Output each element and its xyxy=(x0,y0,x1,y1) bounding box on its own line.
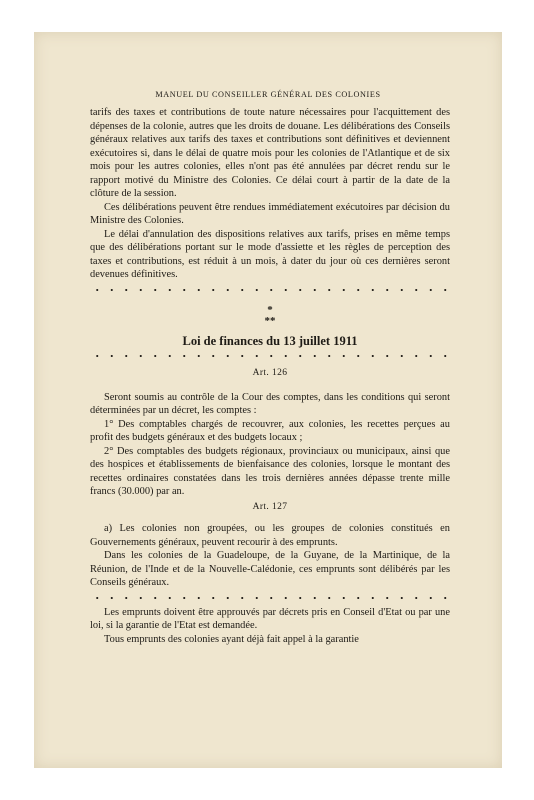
art126-paragraph-2: 1° Des comptables chargés de recouvrer, aux colonies, les recettes perçues au profit des budgets généraux et des budgets locaux ; xyxy=(90,418,450,443)
section-title: Loi de finances du 13 juillet 1911 xyxy=(182,333,358,348)
dotted-separator xyxy=(90,593,450,603)
intro-paragraph-1: tarifs des taxes et contributions de toute nature nécessaires pour l'acquittement des dépenses de la colonie, autres que les droits de douane. Les délibérations des Conseils généraux relatives aux tarifs des taxes et contributions sont définitives et deviennent exécutoires si, dans le délai de quatre mois pour les colonies de l'Atlantique et de six mois pour les autres colonies, elles n'ont pas été annulées par décret rendu sur le rapport motivé du Ministre des Colonies. Ce délai court à partir de la date de la clôture de la session. xyxy=(90,107,450,199)
running-header: MANUEL DU CONSEILLER GÉNÉRAL DES COLONIES xyxy=(155,90,381,99)
asterism-bottom: ** xyxy=(264,314,276,327)
asterism xyxy=(90,305,450,327)
art127-paragraph-1: a) Les colonies non groupées, ou les groupes de colonies constitués en Gouvernements généraux, peuvent recourir à des emprunts. xyxy=(90,523,450,548)
book-page xyxy=(34,32,502,768)
page-body xyxy=(90,106,450,646)
art126-paragraph-3: 2° Des comptables des budgets régionaux, provinciaux ou municipaux, ainsi que des hospices et établissements de bienfaisance des colonies, lorsque le montant des recettes ordinaires constatées dans les trois dernières années dépasse trente mille francs (30.000) par an. xyxy=(90,445,450,497)
dotted-separator xyxy=(90,351,450,361)
article-heading-126: Art. 126 xyxy=(252,368,288,378)
art127-paragraph-2: Dans les colonies de la Guadeloupe, de la Guyane, de la Martinique, de la Réunion, de l'Inde et de la Nouvelle-Calédonie, ces emprunts sont délibérés par les Conseils généraux. xyxy=(90,550,450,588)
art127-paragraph-4: Tous emprunts des colonies ayant déjà fait appel à la garantie xyxy=(104,633,359,645)
article-heading-127: Art. 127 xyxy=(252,501,288,512)
intro-paragraph-3: Le délai d'annulation des dispositions relatives aux tarifs, prises en même temps que des délibérations portant sur le mode d'assiette et les règles de perception des taxes et contributions, est réduit à un mois, à dater du jour où ces dernières seront devenues définitives. xyxy=(90,228,450,280)
intro-paragraph-2: Ces délibérations peuvent être rendues immédiatement exécutoires par décision du Ministre des Colonies. xyxy=(90,201,450,226)
dotted-separator xyxy=(90,285,450,295)
asterism-top: * xyxy=(267,303,273,316)
art127-paragraph-3: Les emprunts doivent être approuvés par décrets pris en Conseil d'Etat ou par une loi, si la garantie de l'Etat est demandée. xyxy=(90,606,450,631)
art126-paragraph-1: Seront soumis au contrôle de la Cour des comptes, dans les conditions qui seront déterminées par un décret, les comptes : xyxy=(90,391,450,416)
